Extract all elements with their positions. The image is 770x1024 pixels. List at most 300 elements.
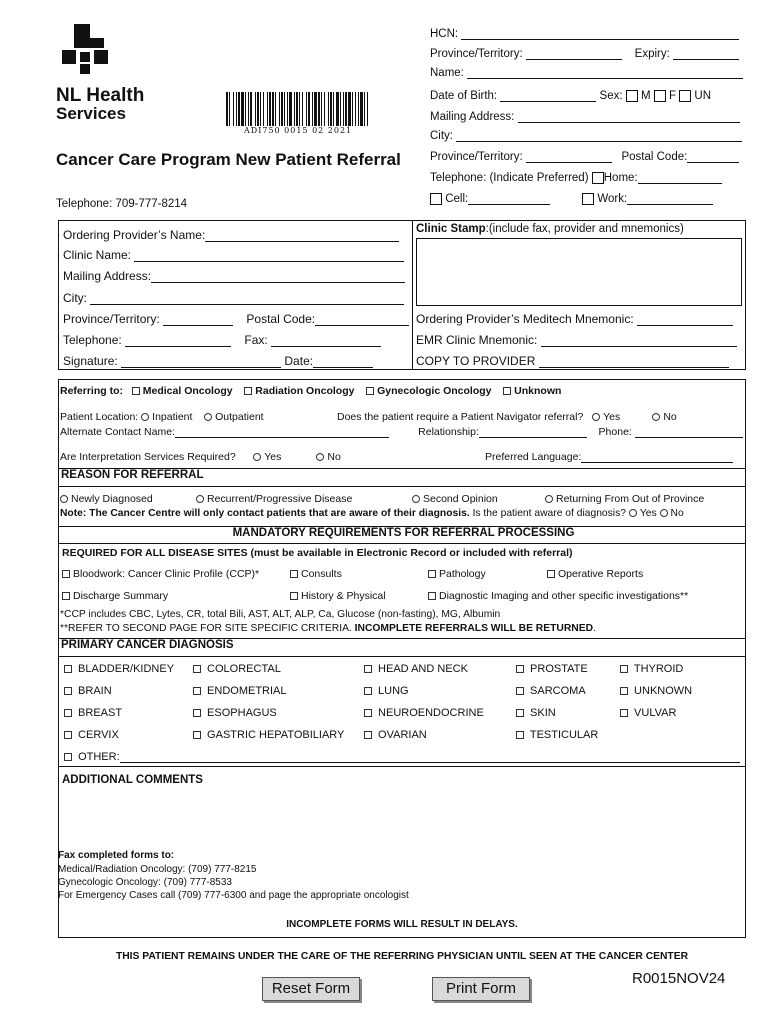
discharge-item [62, 590, 168, 602]
diagnosis-item-endometrial [193, 685, 287, 697]
barcode-bar [294, 92, 295, 126]
diagnosis-label-prostate: PROSTATE [527, 663, 588, 675]
prov-province-label: Province/Territory: [63, 312, 160, 326]
interp-label: Are Interpretation Services Required? [60, 451, 236, 463]
pathology-checkbox[interactable] [428, 570, 436, 578]
prov-fax-field[interactable] [271, 335, 381, 347]
diagnosis-label-gastric-hepatobiliary: GASTRIC HEPATOBILIARY [204, 729, 345, 741]
barcode-bar [289, 92, 292, 126]
prov-province-row [63, 312, 409, 326]
city-label: City: [430, 130, 453, 142]
cell-label: Cell: [445, 193, 469, 206]
signature-field[interactable] [121, 356, 281, 368]
prov-tel-label: Telephone: [63, 333, 122, 347]
aware-no-label: No [670, 508, 684, 519]
diagnosis-item-lung [364, 685, 409, 697]
date-field[interactable] [313, 356, 373, 368]
form-code: R0015NOV24 [632, 970, 726, 987]
barcode-bar [333, 92, 334, 126]
sex-f-checkbox[interactable] [654, 90, 666, 102]
diagnosis-label-sarcoma: SARCOMA [527, 685, 586, 697]
inpatient-radio[interactable] [141, 413, 149, 421]
mandatory-divider [58, 543, 746, 544]
alt-contact-field[interactable] [175, 426, 389, 438]
fax-emergency: For Emergency Cases call (709) 777-6300 and page the appropriate oncologist [58, 890, 409, 901]
history-label: History & Physical [301, 590, 386, 602]
nl-health-logo-icon [60, 20, 116, 76]
reason-title: REASON FOR REFERRAL [58, 468, 746, 481]
prov-postal-field[interactable] [315, 314, 409, 326]
mailing-field[interactable] [518, 111, 740, 123]
province-label: Province/Territory: [430, 48, 523, 60]
bloodwork-checkbox[interactable] [62, 570, 70, 578]
signature-row [63, 354, 373, 368]
barcode-text: ADI750 0015 02 2021 [244, 126, 353, 135]
barcode-bar [233, 92, 234, 126]
diagnosis-item-unknown [620, 685, 692, 697]
bloodwork-item [62, 568, 259, 580]
consults-label: Consults [301, 568, 342, 580]
gyne-checkbox[interactable] [366, 387, 374, 395]
provider-name-row [63, 228, 399, 242]
diagnosis-checkbox-vulvar[interactable] [620, 709, 628, 717]
gyne-label: Gynecologic Oncology [377, 385, 492, 397]
barcode-bar [257, 92, 259, 126]
barcode-bar [250, 92, 252, 126]
sex-m-label: M [640, 90, 651, 103]
newly-radio[interactable] [60, 495, 68, 503]
work-checkbox[interactable] [582, 193, 594, 205]
navigator-yes-radio[interactable] [592, 413, 600, 421]
reason-recurrent [196, 493, 352, 505]
lang-field[interactable] [581, 451, 733, 463]
diagnosis-item-brain [64, 685, 112, 697]
barcode-bar [275, 92, 276, 126]
diagnosis-label-brain: BRAIN [75, 685, 112, 697]
diagnosis-item-ovarian [364, 729, 427, 741]
barcode-bar [299, 92, 300, 126]
diagnosis-label-breast: BREAST [75, 707, 123, 719]
barcode-bar [302, 92, 303, 126]
expiry-field[interactable] [673, 48, 739, 60]
barcode-bar [269, 92, 271, 126]
sex-un-label: UN [694, 90, 712, 103]
expiry-label: Expiry: [634, 48, 670, 60]
lang-label: Preferred Language: [485, 451, 582, 463]
diagnosis-checkbox-colorectal[interactable] [193, 665, 201, 673]
diagnosis-label-lung: LUNG [375, 685, 409, 697]
aware-yes-radio[interactable] [629, 509, 637, 517]
barcode-bar [345, 92, 347, 126]
referring-row [60, 385, 561, 397]
barcode-bar [343, 92, 344, 126]
stamp-area[interactable] [416, 238, 742, 306]
interp-no-radio[interactable] [316, 453, 324, 461]
second-label: Second Opinion [423, 493, 498, 505]
required-text: REQUIRED FOR ALL DISEASE SITES (must be available in Electronic Record or included with referral) [62, 547, 573, 559]
prov-city-field[interactable] [90, 293, 404, 305]
copy-field[interactable] [539, 356, 729, 368]
work-field[interactable] [627, 193, 713, 205]
discharge-checkbox[interactable] [62, 592, 70, 600]
copy-label: COPY TO PROVIDER [416, 354, 536, 368]
city-field[interactable] [456, 130, 742, 142]
barcode-bar [236, 92, 237, 126]
navigator-yes-label: Yes [603, 411, 621, 423]
province-field[interactable] [526, 48, 622, 60]
operative-checkbox[interactable] [547, 570, 555, 578]
barcode-bar [340, 92, 341, 126]
recurrent-radio[interactable] [196, 495, 204, 503]
refer-bold: INCOMPLETE REFERRALS WILL BE RETURNED [354, 623, 594, 634]
diagnosis-item-testicular [516, 729, 598, 741]
hcn-field[interactable] [461, 28, 739, 40]
diagnosis-item-cervix [64, 729, 119, 741]
form-title: Cancer Care Program New Patient Referral [56, 150, 401, 169]
clinic-field[interactable] [134, 250, 404, 262]
barcode-bar [314, 92, 317, 126]
diagnosis-label-thyroid: THYROID [631, 663, 684, 675]
meditech-row [416, 312, 733, 326]
outpatient-radio[interactable] [204, 413, 212, 421]
inpatient-label: Inpatient [152, 411, 193, 423]
prov-mailing-row [63, 269, 405, 283]
diagnosis-checkbox-skin[interactable] [516, 709, 524, 717]
diagnosis-checkbox-bladder-kidney[interactable] [64, 665, 72, 673]
barcode-bar [281, 92, 283, 126]
diagnosis-item-esophagus [193, 707, 277, 719]
barcode-bar [367, 92, 368, 126]
reset-form-button[interactable]: Reset Form [262, 977, 360, 1001]
diagnosis-label-esophagus: ESOPHAGUS [204, 707, 277, 719]
prov-tel-field[interactable] [125, 335, 231, 347]
diagnosis-title: PRIMARY CANCER DIAGNOSIS [58, 638, 746, 651]
refer-note-row [60, 623, 596, 634]
discharge-label: Discharge Summary [73, 590, 169, 602]
diagnosis-label-head-and-neck: HEAD AND NECK [375, 663, 468, 675]
diagnosis-divider [58, 656, 746, 657]
barcode-bar [328, 92, 329, 126]
diagnosis-checkbox-gastric-hepatobiliary[interactable] [193, 731, 201, 739]
provider-name-field[interactable] [205, 230, 399, 242]
consults-checkbox[interactable] [290, 570, 298, 578]
home-field[interactable] [638, 172, 722, 184]
province2-field[interactable] [526, 151, 612, 163]
province2-row [430, 151, 739, 163]
print-form-button[interactable]: Print Form [432, 977, 530, 1001]
postal-label: Postal Code: [621, 151, 688, 163]
provider-name-label: Ordering Provider’s Name: [63, 228, 206, 242]
emr-field[interactable] [541, 335, 737, 347]
dob-field[interactable] [500, 90, 596, 102]
diagnosis-item-gastric-hepatobiliary [193, 729, 344, 741]
diagnosis-item-colorectal [193, 663, 281, 675]
bloodwork-label: Bloodwork: Cancer Clinic Profile (CCP)* [73, 568, 260, 580]
diagnosis-label-neuroendocrine: NEUROENDOCRINE [375, 707, 484, 719]
barcode-bar [279, 92, 280, 126]
diagnosis-checkbox-unknown[interactable] [620, 687, 628, 695]
telephone: Telephone: 709-777-8214 [56, 198, 188, 210]
history-checkbox[interactable] [290, 592, 298, 600]
barcode-bar [364, 92, 365, 126]
prov-province-field[interactable] [163, 314, 233, 326]
pathology-label: Pathology [439, 568, 486, 580]
barcode-bar [308, 92, 310, 126]
interp-yes-radio[interactable] [253, 453, 261, 461]
barcode-bar [255, 92, 256, 126]
imaging-item [428, 590, 688, 602]
diagnosis-checkbox-lung[interactable] [364, 687, 372, 695]
other-checkbox[interactable] [64, 753, 72, 761]
comments-divider [58, 766, 746, 767]
phone-label: Phone: [598, 426, 632, 438]
barcode-bar [358, 92, 359, 126]
diagnosis-checkbox-brain[interactable] [64, 687, 72, 695]
radiation-checkbox[interactable] [244, 387, 252, 395]
diagnosis-label-testicular: TESTICULAR [527, 729, 599, 741]
diagnosis-label-vulvar: VULVAR [631, 707, 677, 719]
name-field[interactable] [467, 67, 743, 79]
barcode-icon [226, 92, 368, 126]
operative-label: Operative Reports [558, 568, 644, 580]
diagnosis-checkbox-endometrial[interactable] [193, 687, 201, 695]
barcode-bar [260, 92, 261, 126]
org-name-line1: NL Health [56, 85, 145, 106]
cell-checkbox[interactable] [430, 193, 442, 205]
diagnosis-checkbox-testicular[interactable] [516, 731, 524, 739]
org-name-line2: Services [56, 104, 126, 123]
note-bold: Note: The Cancer Centre will only contact patients that are aware of their diagnosis. [60, 508, 470, 519]
emr-row [416, 333, 737, 347]
relationship-label: Relationship: [418, 426, 479, 438]
second-radio[interactable] [412, 495, 420, 503]
barcode-bar [336, 92, 339, 126]
diagnosis-checkbox-prostate[interactable] [516, 665, 524, 673]
diagnosis-item-bladder-kidney [64, 663, 174, 675]
clinic-row [63, 248, 404, 262]
barcode-bar [312, 92, 313, 126]
unknown-checkbox[interactable] [503, 387, 511, 395]
medical-label: Medical Oncology [142, 385, 233, 397]
mailing-label: Mailing Address: [430, 111, 515, 123]
prov-city-row [63, 291, 404, 305]
diagnosis-item-thyroid [620, 663, 683, 675]
imaging-label: Diagnostic Imaging and other specific investigations** [439, 590, 689, 602]
fax-medrad: Medical/Radiation Oncology: (709) 777-8215 [58, 864, 257, 875]
barcode-bar [330, 92, 332, 126]
meditech-label: Ordering Provider’s Meditech Mnemonic: [416, 312, 634, 326]
stamp-note: :(include fax, provider and mnemonics) [485, 223, 684, 235]
diagnosis-checkbox-esophagus[interactable] [193, 709, 201, 717]
barcode-bar [245, 92, 246, 126]
alt-contact-row [60, 426, 743, 438]
referring-label: Referring to: [60, 385, 123, 397]
diagnosis-checkbox-breast[interactable] [64, 709, 72, 717]
barcode-bar [355, 92, 356, 126]
barcode-bar [306, 92, 307, 126]
barcode-bar [324, 92, 325, 126]
alt-contact-label: Alternate Contact Name: [60, 426, 175, 438]
diagnosis-label-ovarian: OVARIAN [375, 729, 427, 741]
hcn-row [430, 28, 739, 40]
stamp-label: Clinic Stamp [416, 223, 486, 235]
stamp-heading [416, 223, 684, 235]
history-item [290, 590, 386, 602]
diagnosis-label-skin: SKIN [527, 707, 556, 719]
reason-newly [60, 493, 153, 505]
navigator-question: Does the patient require a Patient Navigator referral? [337, 411, 584, 423]
location-row [60, 411, 264, 423]
diagnosis-label-cervix: CERVIX [75, 729, 119, 741]
aware-yes-label: Yes [639, 508, 657, 519]
diagnosis-item-sarcoma [516, 685, 586, 697]
meditech-field[interactable] [637, 314, 733, 326]
navigator-no-label: No [663, 411, 677, 423]
interp-row [60, 451, 341, 463]
unknown-label: Unknown [514, 385, 562, 397]
barcode-bar [226, 92, 228, 126]
barcode-bar [272, 92, 274, 126]
diagnosis-item-vulvar [620, 707, 676, 719]
barcode-bar [241, 92, 244, 126]
medical-checkbox[interactable] [132, 387, 140, 395]
barcode-bar [360, 92, 363, 126]
interp-no-label: No [327, 451, 341, 463]
home-checkbox[interactable] [592, 172, 604, 184]
fax-title: Fax completed forms to: [58, 850, 175, 861]
interp-yes-label: Yes [264, 451, 282, 463]
barcode-bar [238, 92, 240, 126]
barcode-bar [348, 92, 351, 126]
diagnosis-checkbox-ovarian[interactable] [364, 731, 372, 739]
emr-label: EMR Clinic Mnemonic: [416, 333, 538, 347]
copy-row [416, 354, 729, 368]
diagnosis-item-prostate [516, 663, 588, 675]
barcode-bar [267, 92, 268, 126]
postal-field[interactable] [687, 151, 739, 163]
diagnosis-item-skin [516, 707, 556, 719]
diagnosis-checkbox-sarcoma[interactable] [516, 687, 524, 695]
prov-postal-label: Postal Code: [246, 312, 316, 326]
navigator-no-radio[interactable] [652, 413, 660, 421]
diagnosis-checkbox-thyroid[interactable] [620, 665, 628, 673]
sex-label: Sex: [599, 90, 623, 103]
fax-gyne: Gynecologic Oncology: (709) 777-8533 [58, 877, 232, 888]
note-question: Is the patient aware of diagnosis? [472, 508, 626, 519]
work-label: Work: [597, 193, 628, 206]
comments-area[interactable] [62, 792, 742, 846]
consults-item [290, 568, 342, 580]
sex-un-checkbox[interactable] [679, 90, 691, 102]
sex-m-checkbox[interactable] [626, 90, 638, 102]
prov-city-label: City: [63, 291, 87, 305]
refer-note: **REFER TO SECOND PAGE FOR SITE SPECIFIC CRITERIA. [60, 623, 355, 634]
prov-mailing-field[interactable] [151, 271, 405, 283]
outpatient-label: Outpatient [215, 411, 264, 423]
barcode-bar [287, 92, 288, 126]
other-label: OTHER: [78, 751, 120, 763]
recurrent-label: Recurrent/Progressive Disease [207, 493, 353, 505]
province2-label: Province/Territory: [430, 151, 523, 163]
barcode-bar [284, 92, 285, 126]
prov-fax-label: Fax: [244, 333, 268, 347]
other-item [64, 751, 740, 763]
telpref-row [430, 172, 722, 184]
dob-row [430, 90, 711, 102]
diagnosis-item-breast [64, 707, 122, 719]
date-label: Date: [284, 354, 314, 368]
mandatory-title: MANDATORY REQUIREMENTS FOR REFERRAL PROCESSING [58, 526, 746, 539]
diagnosis-checkbox-neuroendocrine[interactable] [364, 709, 372, 717]
barcode-bar [296, 92, 298, 126]
incomplete-text: INCOMPLETE FORMS WILL RESULT IN DELAYS. [286, 919, 518, 930]
diagnosis-label-colorectal: COLORECTAL [204, 663, 281, 675]
sex-f-label: F [668, 90, 676, 103]
ccp-note: *CCP includes CBC, Lytes, CR, total Bili, AST, ALT, ALP, Ca, Glucose (non-fasting), MG, Albumin [60, 609, 501, 620]
cell-row [430, 193, 713, 205]
returning-radio[interactable] [545, 495, 553, 503]
barcode-bar [248, 92, 249, 126]
reason-divider [58, 486, 746, 487]
care-text: THIS PATIENT REMAINS UNDER THE CARE OF THE REFERRING PHYSICIAN UNTIL SEEN AT THE CANCER CENTER [115, 951, 689, 962]
prov-mailing-label: Mailing Address: [63, 269, 152, 283]
diagnosis-checkbox-head-and-neck[interactable] [364, 665, 372, 673]
province-row [430, 48, 739, 60]
newly-label: Newly Diagnosed [71, 493, 153, 505]
cell-field[interactable] [468, 193, 550, 205]
diagnosis-checkbox-cervix[interactable] [64, 731, 72, 739]
city-row [430, 130, 742, 142]
diagnosis-item-head-and-neck [364, 663, 468, 675]
barcode-bar [229, 92, 230, 126]
operative-item [547, 568, 643, 580]
other-field[interactable] [120, 751, 740, 763]
prov-tel-row [63, 333, 381, 347]
home-label: Home: [603, 172, 638, 185]
barcode-bar [352, 92, 353, 126]
phone-field[interactable] [635, 426, 743, 438]
reason-second [412, 493, 498, 505]
hcn-label: HCN: [430, 28, 459, 40]
diagnosis-label-endometrial: ENDOMETRIAL [204, 685, 287, 697]
clinic-label: Clinic Name: [63, 248, 132, 262]
imaging-checkbox[interactable] [428, 592, 436, 600]
location-label: Patient Location: [60, 411, 139, 423]
name-label: Name: [430, 67, 464, 79]
dob-label: Date of Birth: [430, 90, 498, 103]
comments-title: ADDITIONAL COMMENTS [62, 774, 203, 786]
aware-no-radio[interactable] [660, 509, 668, 517]
provider-divider [412, 220, 413, 370]
mailing-row [430, 111, 740, 123]
name-row [430, 67, 743, 79]
reason-returning [545, 493, 704, 505]
pathology-item [428, 568, 486, 580]
diagnosis-label-unknown: UNKNOWN [631, 685, 693, 697]
diagnosis-item-neuroendocrine [364, 707, 484, 719]
radiation-label: Radiation Oncology [255, 385, 355, 397]
navigator-row [337, 411, 677, 423]
signature-label: Signature: [63, 354, 118, 368]
relationship-field[interactable] [479, 426, 587, 438]
returning-label: Returning From Out of Province [556, 493, 705, 505]
barcode-bar [318, 92, 320, 126]
lang-row [485, 451, 733, 463]
refer-end: . [593, 623, 596, 634]
barcode-bar [321, 92, 322, 126]
reason-note [60, 508, 684, 519]
barcode-bar [263, 92, 264, 126]
